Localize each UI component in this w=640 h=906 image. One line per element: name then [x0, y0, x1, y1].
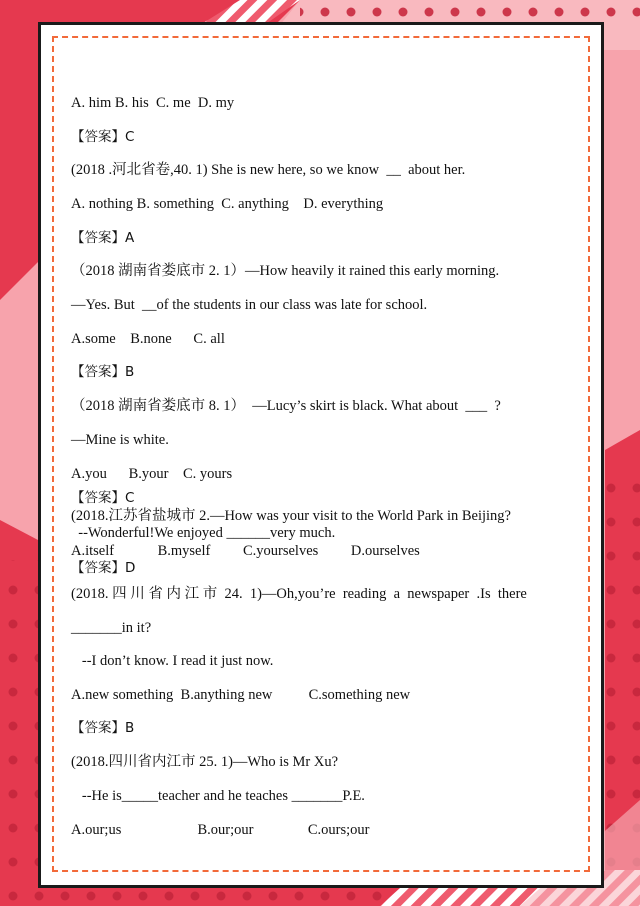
question-line: (2018. 四 川 省 内 江 市 24. 1)—Oh,you’re reading a newspaper .Is there	[71, 586, 527, 602]
options-line: A.new something B.anything new C.something new	[71, 687, 411, 703]
answer-line: 【答案】D	[71, 560, 136, 576]
options-line: A.some B.none C. all	[71, 331, 225, 347]
question-line: (2018 .河北省卷,40. 1) She is new here, so we know __ about her.	[71, 162, 466, 178]
question-line: --He is_____teacher and he teaches _______P.E.	[71, 788, 365, 804]
answer-line: 【答案】C	[71, 490, 135, 506]
answer-line: 【答案】B	[71, 364, 135, 380]
options-line: A.you B.your C. yours	[71, 466, 233, 482]
options-line: A.our;us B.our;our C.ours;our	[71, 822, 370, 838]
answer-line: 【答案】A	[71, 230, 135, 246]
answer-line: 【答案】C	[71, 129, 135, 145]
question-line: --I don’t know. I read it just now.	[71, 653, 274, 669]
question-line: —Mine is white.	[71, 432, 169, 448]
question-line: _______in it?	[71, 620, 152, 636]
question-line: (2018.四川省内江市 25. 1)—Who is Mr Xu?	[71, 754, 339, 770]
options-line: A.itself B.myself C.yourselves D.ourselves	[71, 543, 420, 559]
answer-line: 【答案】B	[71, 720, 135, 736]
question-line: （2018 湖南省娄底市 2. 1）—How heavily it rained this early morning.	[71, 263, 500, 279]
text-line: A. him B. his C. me D. my	[71, 95, 235, 111]
options-line: A. nothing B. something C. anything D. everything	[71, 196, 384, 212]
question-line: （2018 湖南省娄底市 8. 1） —Lucy’s skirt is black. What about ___ ?	[71, 398, 501, 414]
question-line: --Wonderful!We enjoyed ______very much.	[71, 525, 336, 541]
question-line: —Yes. But __of the students in our class was late for school.	[71, 297, 428, 313]
question-line: (2018.江苏省盐城市 2.—How was your visit to the World Park in Beijing?	[71, 508, 511, 524]
